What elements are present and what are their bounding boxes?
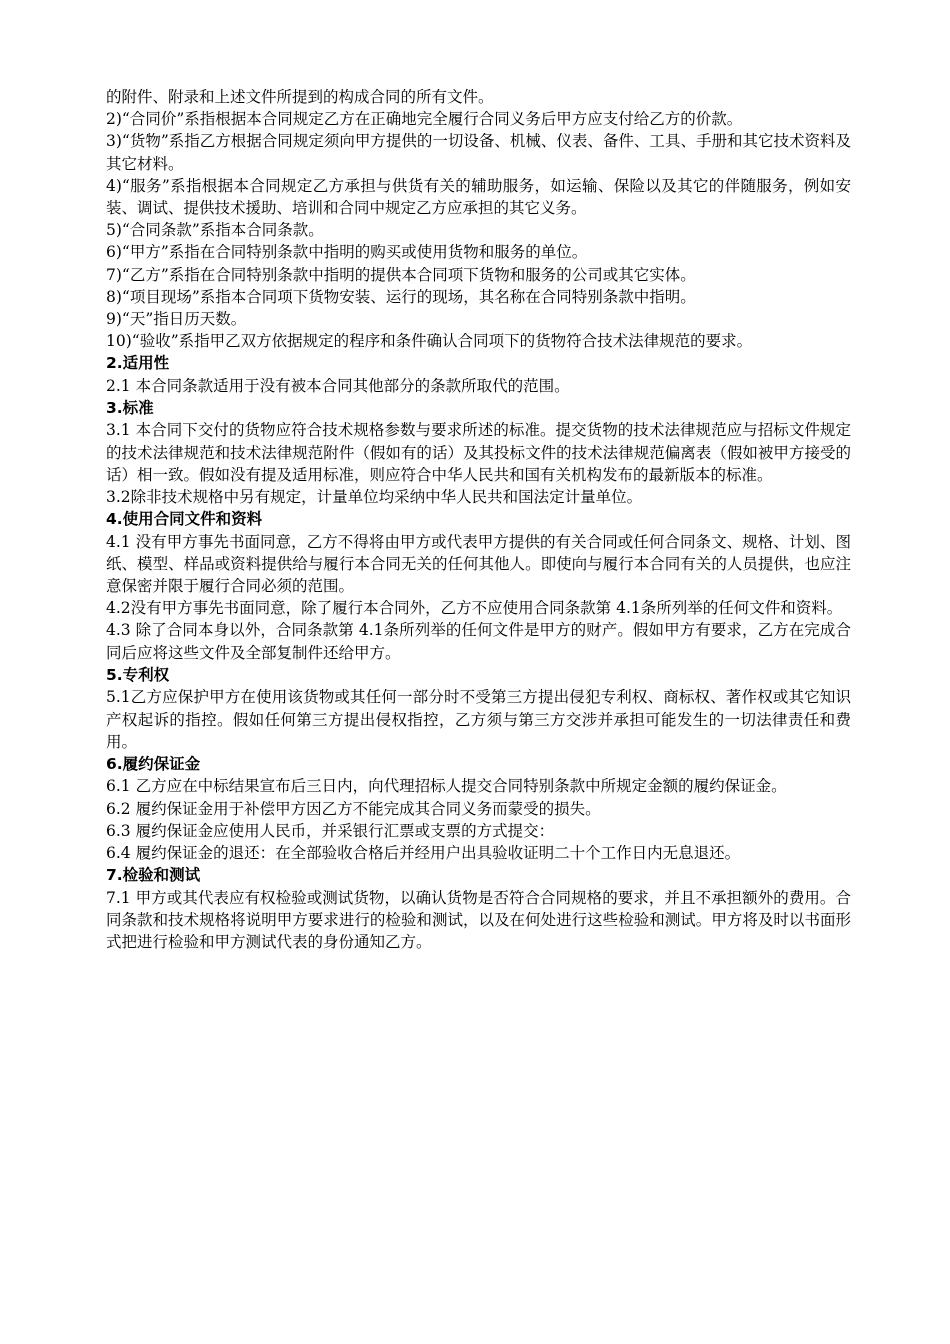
- paragraph: 3)“货物”系指乙方根据合同规定须向甲方提供的一切设备、机械、仪表、备件、工具、手册和其它技术资料及其它材料。: [106, 132, 851, 173]
- paragraph: 7.1 甲方或其代表应有权检验或测试货物，以确认货物是否符合合同规格的要求，并且不承担额外的费用。合同条款和技术规格将说明甲方要求进行的检验和测试，以及在何处进行这些检验和测试。甲方将及时以书面形式把进行检验和甲方测试代表的身份通知乙方。: [106, 888, 851, 951]
- paragraph: 4.1 没有甲方事先书面同意，乙方不得将由甲方或代表甲方提供的有关合同或任何合同条文、规格、计划、图纸、模型、样品或资料提供给与履行本合同无关的任何其他人。即使向与履行本合同有关的人员提供，也应注意保密并限于履行合同必须的范围。: [106, 532, 851, 596]
- section-heading: 2.适用性: [106, 354, 170, 373]
- paragraph: 5)“合同条款”系指本合同条款。: [106, 221, 324, 240]
- paragraph: 3.2除非技术规格中另有规定，计量单位均采纳中华人民共和国法定计量单位。: [106, 488, 643, 507]
- paragraph: 7)“乙方”系指在合同特别条款中指明的提供本合同项下货物和服务的公司或其它实体。: [106, 265, 696, 284]
- section-heading: 3.标准: [106, 399, 154, 418]
- section-heading: 4.使用合同文件和资料: [106, 510, 263, 529]
- section-heading: 6.履约保证金: [106, 754, 201, 773]
- paragraph: 2.1 本合同条款适用于没有被本合同其他部分的条款所取代的范围。: [106, 376, 570, 395]
- paragraph: 5.1乙方应保护甲方在使用该货物或其任何一部分时不受第三方提出侵犯专利权、商标权、著作权或其它知识产权起诉的指控。假如任何第三方提出侵权指控，乙方须与第三方交涉并承担可能发生的一切法律责任和费用。: [106, 688, 851, 751]
- paragraph: 8)“项目现场”系指本合同项下货物安装、运行的现场，其名称在合同特别条款中指明。: [106, 287, 696, 306]
- paragraph: 9)“天”指日历天数。: [106, 310, 247, 329]
- document-page: [106, 86, 851, 953]
- paragraph: 4.3 除了合同本身以外，合同条款第 4.1条所列举的任何文件是甲方的财产。假如甲方有要求，乙方在完成合同后应将这些文件及全部复制件还给甲方。: [106, 621, 851, 662]
- paragraph: 4.2没有甲方事先书面同意，除了履行本合同外，乙方不应使用合同条款第 4.1条所列举的任何文件和资料。: [106, 599, 843, 618]
- paragraph: 6.1 乙方应在中标结果宣布后三日内，向代理招标人提交合同特别条款中所规定金额的履约保证金。: [106, 777, 787, 796]
- paragraph: 6.2 履约保证金用于补偿甲方因乙方不能完成其合同义务而蒙受的损失。: [106, 799, 601, 818]
- section-heading: 5.专利权: [106, 665, 170, 684]
- paragraph: 6.3 履约保证金应使用人民币，并采银行汇票或支票的方式提交：: [106, 821, 555, 840]
- paragraph: 的附件、附录和上述文件所提到的构成合同的所有文件。: [106, 88, 494, 106]
- section-heading: 7.检验和测试: [106, 866, 201, 885]
- paragraph: 6.4 履约保证金的退还：在全部验收合格后并经用户出具验收证明二十个工作日内无息退还。: [106, 843, 741, 862]
- paragraph: 3.1 本合同下交付的货物应符合技术规格参数与要求所述的标准。提交货物的技术法律规范应与招标文件规定的技术法律规范和技术法律规范附件（假如有的话）及其投标文件的技术法律规范偏离表（假如被甲方接受的话）相一致。假如没有提及适用标准，则应符合中华人民共和国有关机构发布的最新版本的标准。: [106, 421, 851, 484]
- paragraph: 2)“合同价”系指根据本合同规定乙方在正确地完全履行合同义务后甲方应支付给乙方的价款。: [106, 110, 743, 129]
- paragraph: 6)“甲方”系指在合同特别条款中指明的购买或使用货物和服务的单位。: [106, 243, 588, 262]
- paragraph: 4)“服务”系指根据本合同规定乙方承担与供货有关的辅助服务，如运输、保险以及其它的伴随服务，例如安装、调试、提供技术援助、培训和合同中规定乙方应承担的其它义务。: [106, 176, 851, 218]
- paragraph: 10)“验收”系指甲乙双方依据规定的程序和条件确认合同项下的货物符合技术法律规范的要求。: [106, 332, 753, 351]
